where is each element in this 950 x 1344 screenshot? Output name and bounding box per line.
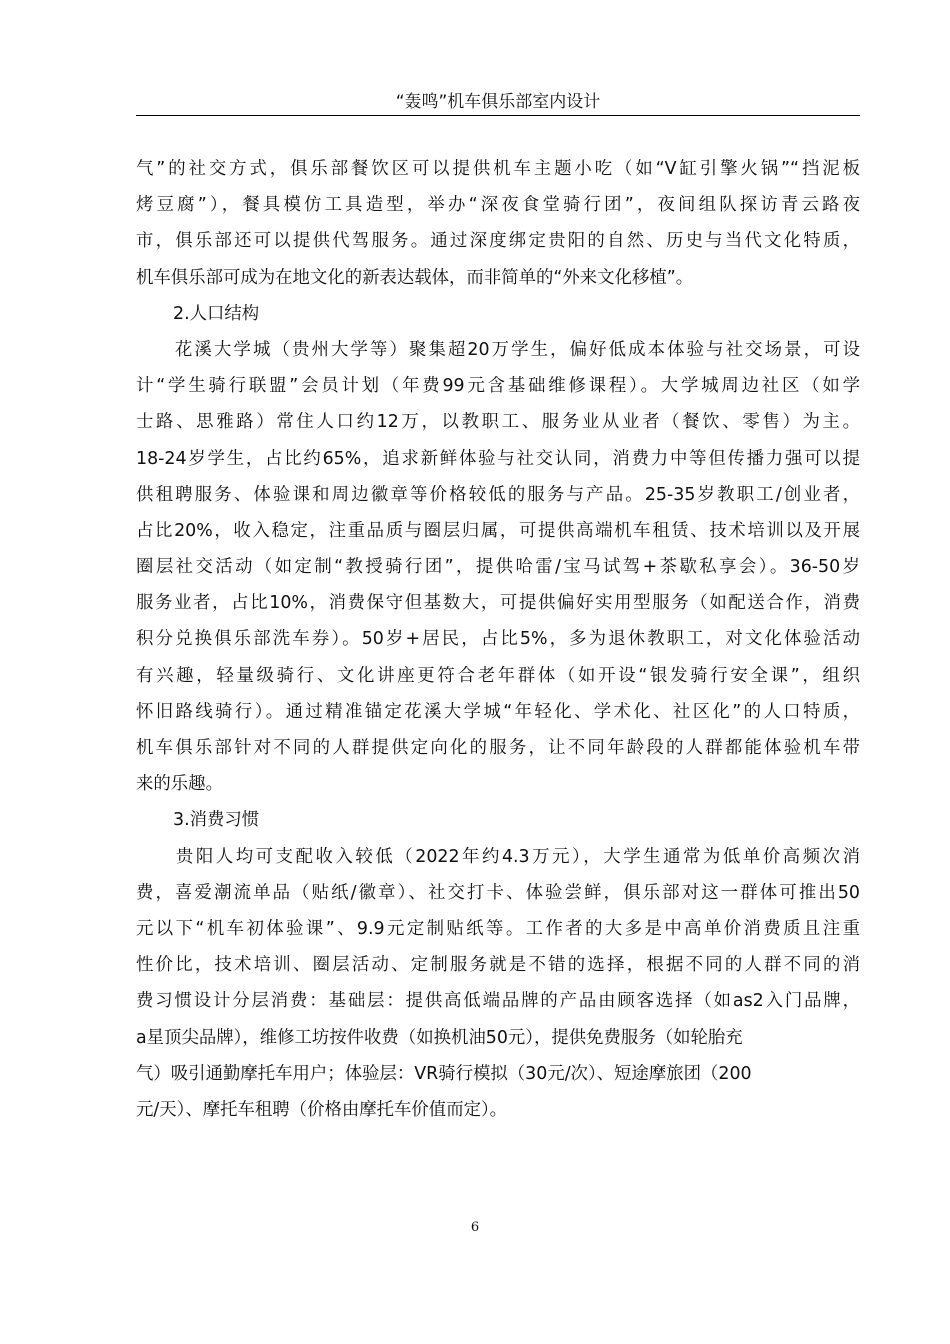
text-line: 来的乐趣。: [136, 774, 223, 795]
text-line: 性价比，技术培训、圈层活动、定制服务就是不错的选择，根据不同的人群不同的消: [136, 955, 860, 976]
text-line: 贵阳人均可支配收入较低（2022年约4.3万元），大学生通常为低单价高频次消: [136, 846, 860, 867]
text-line: 怀旧路线骑行）。通过精准锚定花溪大学城“年轻化、学术化、社区化”的人口特质，: [136, 701, 860, 722]
text-line: 机车俱乐部针对不同的人群提供定向化的服务，让不同年龄段的人群都能体验机车带: [136, 738, 860, 758]
header-rule: [136, 115, 860, 116]
text-line: 费习惯设计分层消费：基础层：提供高低端品牌的产品由顾客选择（如as2入门品牌，: [136, 991, 860, 1012]
text-line: 烤豆腐”），餐具模仿工具造型，举办“深夜食堂骑行团”，夜间组队探访青云路夜: [136, 195, 860, 216]
text-line: 18-24岁学生，占比约65%，追求新鲜体验与社交认同，消费力中等但传播力强可以提: [136, 448, 860, 469]
text-line: 士路、思雅路）常住人口约12万，以教职工、服务业从业者（餐饮、零售）为主。: [136, 412, 860, 433]
text-line: 有兴趣，轻量级骑行、文化讲座更符合老年群体（如开设“银发骑行安全课”，组织: [136, 665, 860, 686]
text-line: 元以下“机车初体验课”、9.9元定制贴纸等。工作者的大多是中高单价消费质且注重: [136, 918, 860, 939]
text-line: 气）吸引通勤摩托车用户；体验层：VR骑行模拟（30元/次）、短途摩旅团（200: [136, 1063, 752, 1084]
text-line: 供租聘服务、体验课和周边徽章等价格较低的服务与产品。25-35岁教职工/创业者，: [136, 484, 860, 505]
section-heading: 2.人口结构: [173, 303, 260, 324]
text-line: 服务业者，占比10%，消费保守但基数大，可提供偏好实用型服务（如配送合作，消费: [136, 593, 860, 614]
page-header-title: “轰鸣”机车俱乐部室内设计: [395, 92, 601, 112]
section-heading: 3.消费习惯: [173, 810, 260, 831]
text-line: 气”的社交方式，俱乐部餐饮区可以提供机车主题小吃（如“V缸引擎火锅”“挡泥板: [136, 159, 860, 179]
text-line: 费，喜爱潮流单品（贴纸/徽章）、社交打卡、体验尝鲜，俱乐部对这一群体可推出50: [136, 882, 860, 903]
text-line: a星顶尖品牌），维修工坊按件收费（如换机油50元），提供免费服务（如轮胎充: [136, 1027, 743, 1048]
text-line: 占比20%，收入稳定，注重品质与圈层归属，可提供高端机车租赁、技术培训以及开展: [136, 520, 860, 541]
text-line: 花溪大学城（贵州大学等）聚集超20万学生，偏好低成本体验与社交场景，可设: [136, 339, 860, 360]
text-line: 圈层社交活动（如定制“教授骑行团”，提供哈雷/宝马试驾+茶歇私享会）。36-50岁: [136, 557, 860, 578]
page-number: 6: [470, 1220, 480, 1235]
text-line: 积分兑换俱乐部洗车券）。50岁+居民，占比5%，多为退休教职工，对文化体验活动: [136, 629, 860, 650]
text-line: 元/天）、摩托车租聘（价格由摩托车价值而定）。: [136, 1099, 508, 1120]
text-line: 市，俱乐部还可以提供代驾服务。通过深度绑定贵阳的自然、历史与当代文化特质，: [136, 231, 860, 252]
body-text: [136, 151, 860, 1128]
text-line: 计“学生骑行联盟”会员计划（年费99元含基础维修课程）。大学城周边社区（如学: [136, 376, 860, 397]
text-line: 机车俱乐部可成为在地文化的新表达载体，而非简单的“外来文化移植”。: [136, 267, 694, 288]
